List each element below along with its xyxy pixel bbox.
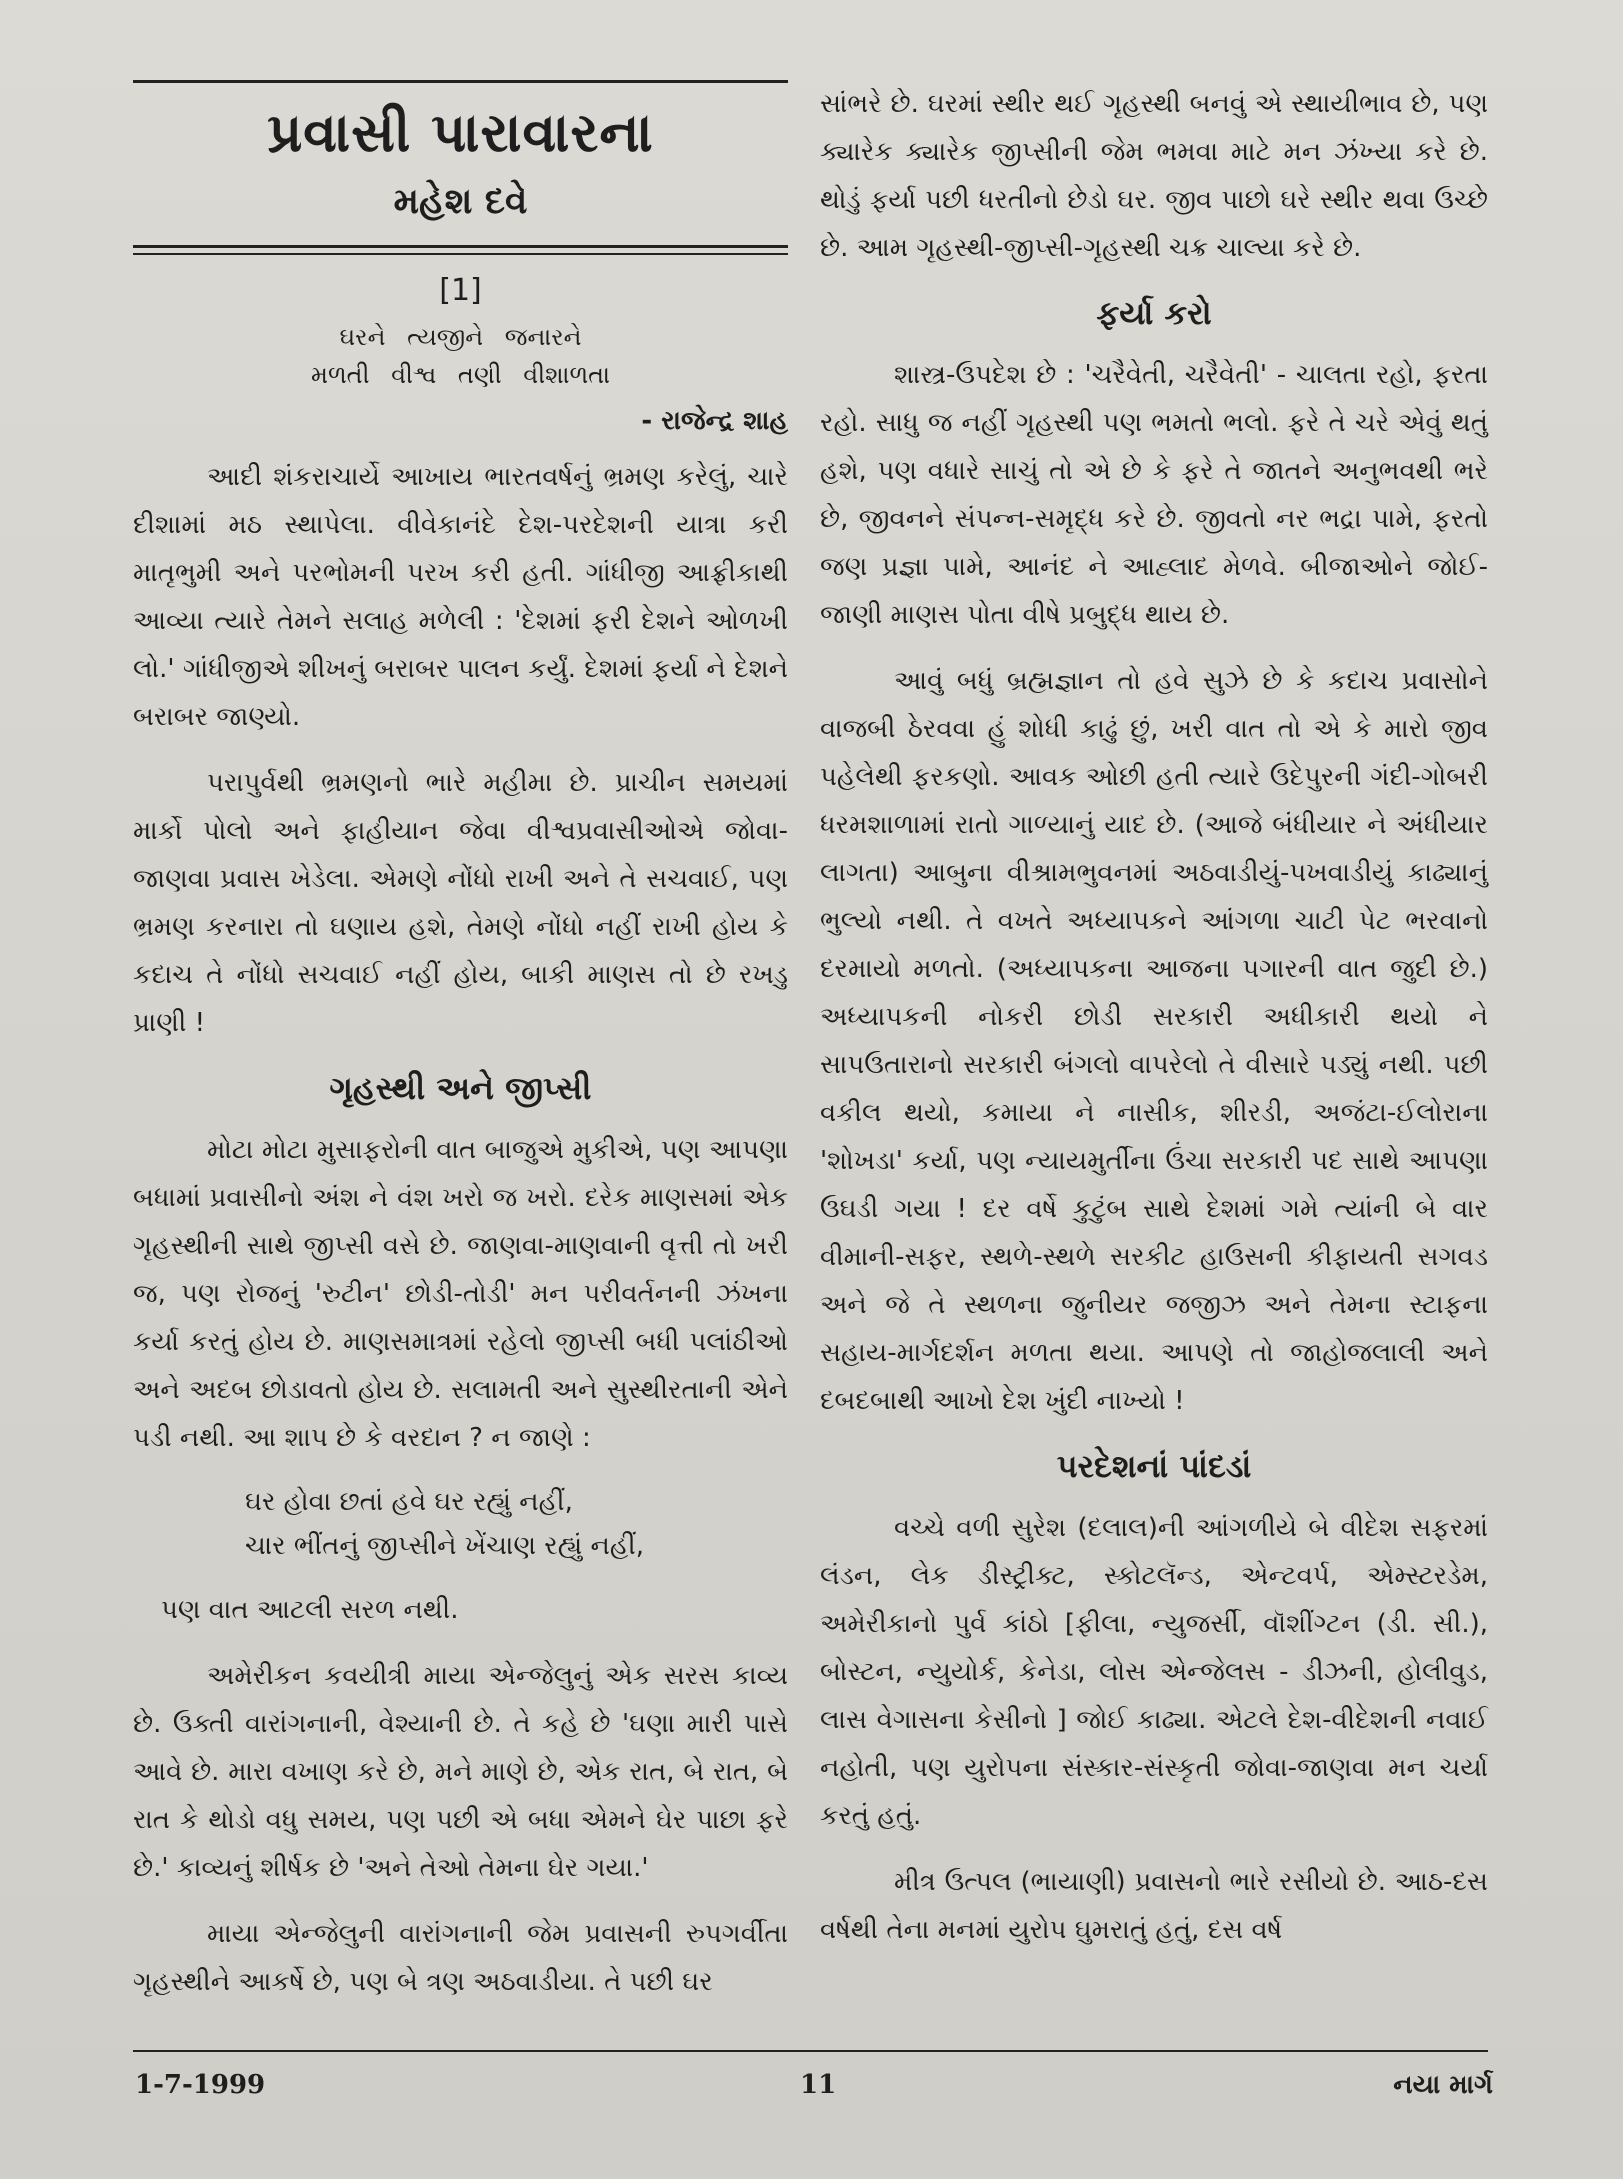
section-heading: ગૃહસ્થી અને જીપ્સી xyxy=(329,1069,592,1107)
paragraph: મીત્ર ઉત્પલ (ભાયાણી) પ્રવાસનો ભારે રસીયો છે. આઠ-દસ વર્ષથી તેના મનમાં યુરોપ ઘુમરાતું હતું, દસ વર્ષ xyxy=(820,1867,1488,1945)
title-divider xyxy=(133,245,788,255)
epigraph xyxy=(133,318,788,394)
footer-rule xyxy=(133,2050,1488,2052)
right-column xyxy=(820,80,1488,1972)
article-title: પ્રવાસી પારાવારના xyxy=(267,101,654,164)
verse-line: ઘર હોવા છતાં હવે ઘર રહ્યું નહીં, xyxy=(245,1487,573,1517)
paragraph: માયા એન્જેલુની વારાંગનાની જેમ પ્રવાસની રુપગર્વીતા ગૃહસ્થીને આકર્ષે છે, પણ બે ત્રણ અઠવાડીયા. તે પછી ઘર xyxy=(133,1919,788,1997)
section-heading: ફર્યા કરો xyxy=(1096,294,1212,332)
top-rule xyxy=(133,80,788,83)
paragraph: વચ્ચે વળી સુરેશ (દલાલ)ની આંગળીયે બે વીદેશ સફરમાં લંડન, લેક ડીસ્ટ્રીક્ટ, સ્કોટલૅન્ડ, એન્ટવર્પ, એમ્સ્ટરડેમ, અમેરીકાનો પુર્વ કાંઠો [ફીલા, ન્યુજર્સી, વૉશીંગ્ટન (ડી. સી.), બોસ્ટન, ન્યુયોર્ક, કેનેડા, લોસ એન્જેલસ - ડીઝની, હોલીવુડ, લાસ વેગાસના કેસીનો ] જોઈ કાઢ્યા. એટલે દેશ-વીદેશની નવાઈ નહોતી, પણ યુરોપના સંસ્કાર-સંસ્કૃતી જોવા-જાણવા મન ચર્યા કરતું હતું. xyxy=(820,1513,1488,1831)
epigraph-attribution: - રાજેન્દ્ર શાહ xyxy=(641,406,788,436)
epigraph-line: ઘરને ત્યજીને જનારને xyxy=(339,323,582,351)
paragraph: આવું બધું બ્રહ્મજ્ઞાન તો હવે સુઝે છે કે કદાચ પ્રવાસોને વાજબી ઠેરવવા હું શોધી કાઢું છું, ખરી વાત તો એ કે મારો જીવ પહેલેથી ફરકણો. આવક ઓછી હતી ત્યારે ઉદેપુરની ગંદી-ગોબરી ધરમશાળામાં રાતો ગાળ્યાનું યાદ છે. (આજે બંધીયાર ને અંધીયાર લાગતા) આબુના વીશ્રામભુવનમાં અઠવાડીયું-પખવાડીયું કાઢ્યાનું ભુલ્યો નથી. તે વખતે અધ્યાપકને આંગળા ચાટી પેટ ભરવાનો દરમાયો મળતો. (અધ્યાપકના આજના પગારની વાત જુદી છે.) અધ્યાપકની નોકરી છોડી સરકારી અધીકારી થયો ને સાપઉતારાનો સરકારી બંગલો વાપરેલો તે વીસારે પડ્યું નથી. પછી વકીલ થયો, કમાયા ને નાસીક, શીરડી, અજંટા-ઈલોરાના 'શોખડા' કર્યા, પણ ન્યાયમુર્તીના ઉંચા સરકારી પદ સાથે આપણા ઉઘડી ગયા ! દર વર્ષે કુટુંબ સાથે દેશમાં ગમે ત્યાંની બે વાર વીમાની-સફર, સ્થળે-સ્થળે સરકીટ હાઉસની કીફાયતી સગવડ અને જે તે સ્થળના જુનીયર જજીઝ અને તેમના સ્ટાફના સહાય-માર્ગદર્શન મળતા થયા. આપણે તો જાહોજલાલી અને દબદબાથી આખો દેશ ખુંદી નાખ્યો ! xyxy=(820,666,1488,1416)
magazine-name: નયા માર્ગ xyxy=(1393,2070,1493,2100)
footer-date: 1-7-1999 xyxy=(135,2070,266,2100)
section-heading: પરદેશનાં પાંદડાં xyxy=(1056,1447,1252,1485)
epigraph-line: મળતી વીશ્વ તણી વીશાળતા xyxy=(311,361,610,389)
paragraph: અમેરીકન કવયીત્રી માયા એન્જેલુનું એક સરસ કાવ્ય છે. ઉક્તી વારાંગનાની, વેશ્યાની છે. તે કહે છે 'ઘણા મારી પાસે આવે છે. મારા વખાણ કરે છે, મને માણે છે, એક રાત, બે રાત, બે રાત કે થોડો વધુ સમય, પણ પછી એ બધા એમને ઘેર પાછા ફરે છે.' કાવ્યનું શીર્ષક છે 'અને તેઓ તેમના ઘેર ગયા.' xyxy=(133,1661,788,1883)
left-column xyxy=(133,80,788,2024)
paragraph: આદી શંકરાચાર્યે આખાય ભારતવર્ષનું ભ્રમણ કરેલું, ચારે દીશામાં મઠ સ્થાપેલા. વીવેકાનંદે દેશ-પરદેશની યાત્રા કરી માતૃભુમી અને પરભોમની પરખ કરી હતી. ગાંધીજી આફ્રીકાથી આવ્યા ત્યારે તેમને સલાહ મળેલી : 'દેશમાં ફરી દેશને ઓળખી લો.' ગાંધીજીએ શીખનું બરાબર પાલન કર્યું. દેશમાં ફર્યા ને દેશને બરાબર જાણ્યો. xyxy=(133,462,788,732)
paragraph: પણ વાત આટલી સરળ નથી. xyxy=(161,1595,459,1625)
page-number: 11 xyxy=(800,2070,837,2100)
verse-line: ચાર ભીંતનું જીપ્સીને ખેંચાણ રહ્યું નહીં, xyxy=(245,1531,645,1561)
verse-quote xyxy=(133,1480,788,1568)
paragraph: પરાપુર્વથી ભ્રમણનો ભારે મહીમા છે. પ્રાચીન સમયમાં માર્કો પોલો અને ફાહીયાન જેવા વીશ્વપ્રવાસીઓએ જોવા-જાણવા પ્રવાસ ખેડેલા. એમણે નોંધો રાખી અને તે સચવાઈ, પણ ભ્રમણ કરનારા તો ઘણાય હશે, તેમણે નોંધો નહીં રાખી હોય કે કદાચ તે નોંધો સચવાઈ નહીં હોય, બાકી માણસ તો છે રખડુ પ્રાણી ! xyxy=(133,768,788,1038)
paragraph: મોટા મોટા મુસાફરોની વાત બાજુએ મુકીએ, પણ આપણા બધામાં પ્રવાસીનો અંશ ને વંશ ખરો જ ખરો. દરેક માણસમાં એક ગૃહસ્થીની સાથે જીપ્સી વસે છે. જાણવા-માણવાની વૃત્તી તો ખરી જ, પણ રોજનું 'રુટીન' છોડી-તોડી' મન પરીવર્તનની ઝંખના કર્યા કરતું હોય છે. માણસમાત્રમાં રહેલો જીપ્સી બધી પલાંઠીઓ અને અદબ છોડાવતો હોય છે. સલામતી અને સુસ્થીરતાની એને પડી નથી. આ શાપ છે કે વરદાન ? ન જાણે : xyxy=(133,1135,788,1453)
paragraph: શાસ્ત્ર-ઉપદેશ છે : 'ચરૈવેતી, ચરૈવેતી' - ચાલતા રહો, ફરતા રહો. સાધુ જ નહીં ગૃહસ્થી પણ ભમતો ભલો. ફરે તે ચરે એવું થતું હશે, પણ વધારે સાચું તો એ છે કે ફરે તે જાતને અનુભવથી ભરે છે, જીવનને સંપન્ન-સમૃદ્ધ કરે છે. જીવતો નર ભદ્રા પામે, ફરતો જણ પ્રજ્ઞા પામે, આનંદ ને આહ્લાદ મેળવે. બીજાઓને જોઈ-જાણી માણસ પોતા વીષે પ્રબુદ્ધ થાય છે. xyxy=(820,360,1488,630)
article-author: મહેશ દવે xyxy=(393,181,528,222)
paragraph: સાંભરે છે. ઘરમાં સ્થીર થઈ ગૃહસ્થી બનવું એ સ્થાયીભાવ છે, પણ ક્યારેક ક્યારેક જીપ્સીની જેમ ભમવા માટે મન ઝંખ્યા કરે છે. થોડું ફર્યા પછી ધરતીનો છેડો ઘર. જીવ પાછો ઘરે સ્થીર થવા ઉચ્છે છે. આમ ગૃહસ્થી-જીપ્સી-ગૃહસ્થી ચક્ર ચાલ્યા કરે છે. xyxy=(820,89,1488,263)
part-number: [1] xyxy=(439,273,482,308)
